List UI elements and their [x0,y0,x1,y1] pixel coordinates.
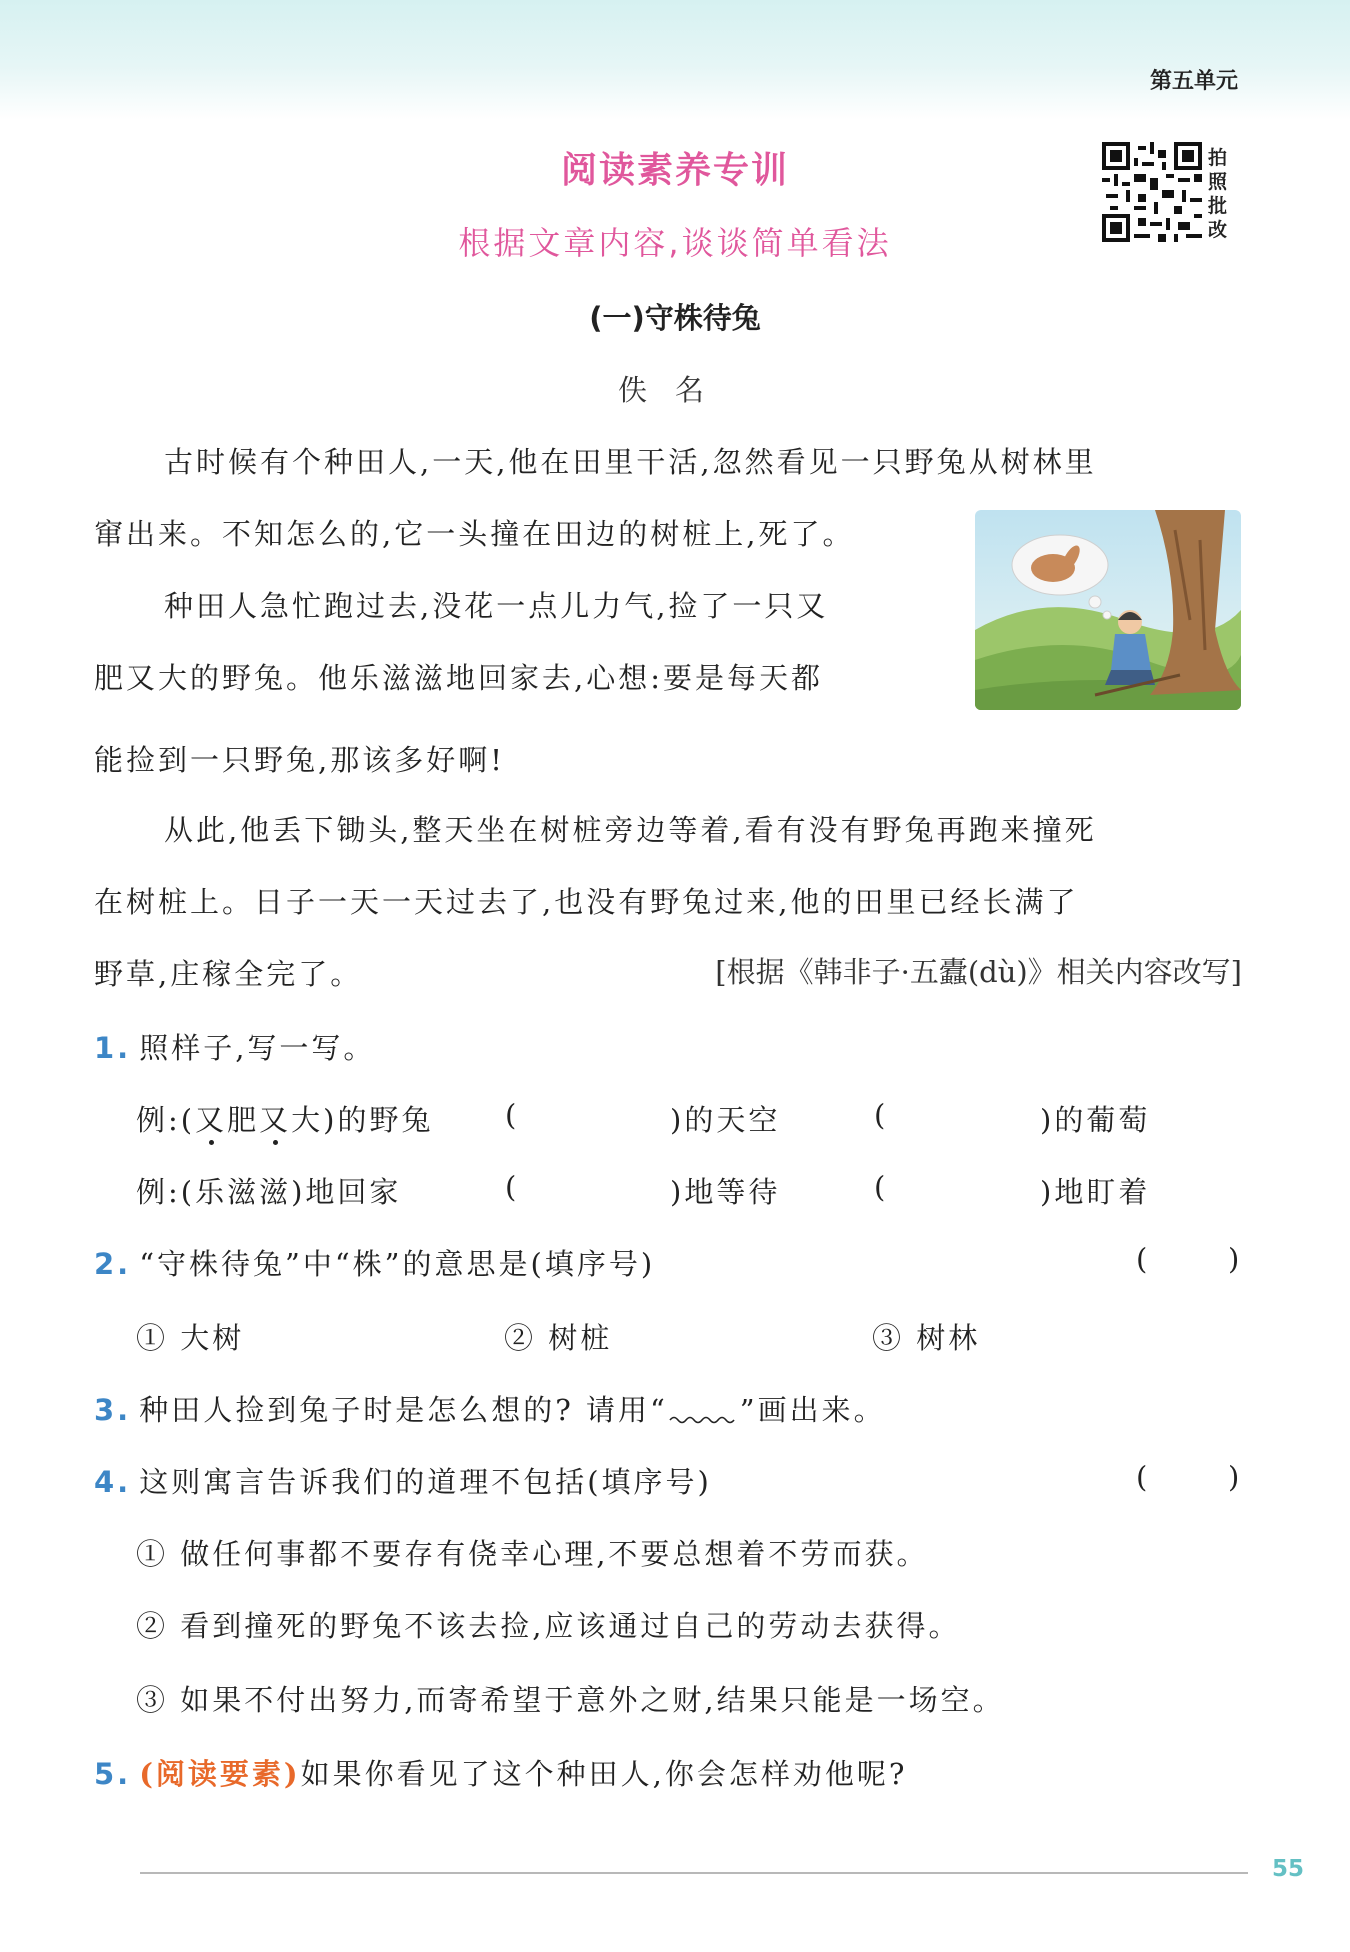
dotted-char: 又 [259,1103,292,1137]
page-title: 阅读素养专训 [560,150,789,191]
story-line: 种田人急忙跑过去,没花一点儿力气,捡了一只又 [164,589,829,623]
story-line: 野草,庄稼全完了。 [94,957,363,991]
q1-blank-close: )的天空 [670,1103,781,1137]
story-line: 古时候有个种田人,一天,他在田里干活,忽然看见一只野兔从树林里 [164,445,1097,479]
question-4 [94,1460,712,1501]
question-5 [94,1752,907,1793]
q1-example-row-2: 例:(乐滋滋)地回家 [136,1175,402,1209]
q1-example-row-1 [136,1098,433,1139]
question-number: 3. [94,1393,132,1427]
q1-blank-open[interactable]: ( [874,1170,889,1204]
story-source: [根据《韩非子·五蠹(dù)》相关内容改写] [715,955,1242,989]
qr-caption: 拍照批改 [1208,147,1228,241]
question-text-end: ”画出来。 [739,1393,886,1427]
example-end: 大)的野兔 [291,1103,434,1137]
question-text: “守株待兔”中“株”的意思是(填序号) [139,1247,656,1281]
reading-element-tag: (阅读要素) [139,1757,301,1791]
example-prefix: 例:( [136,1103,196,1137]
story-line: 在树桩上。日子一天一天过去了,也没有野兔过来,他的田里已经长满了 [94,885,1079,919]
question-number: 1. [94,1031,132,1065]
page-number: 55 [1272,1856,1305,1882]
q1-blank-close: )地盯着 [1040,1175,1151,1209]
question-text: 这则寓言告诉我们的道理不包括(填序号) [139,1465,712,1499]
q1-blank-open[interactable]: ( [505,1098,520,1132]
q1-blank-open[interactable]: ( [505,1170,520,1204]
wavy-underline-icon [668,1406,740,1426]
q1-blank-close: )地等待 [670,1175,781,1209]
story-author: 佚名 [617,373,732,407]
q1-blank-close: )的葡萄 [1040,1103,1151,1137]
option-item[interactable]: ① 做任何事都不要存有侥幸心理,不要总想着不劳而获。 [136,1537,929,1571]
header-band [0,0,1350,120]
answer-blank-open[interactable]: ( [1136,1460,1148,1494]
unit-label: 第五单元 [1149,69,1238,94]
question-1 [94,1026,375,1067]
story-line: 从此,他丢下锄头,整天坐在树桩旁边等着,看有没有野兔再跑来撞死 [164,813,1097,847]
option-item[interactable]: ③ 树林 [872,1321,981,1355]
answer-blank-close: ) [1228,1242,1240,1276]
answer-line[interactable] [140,1872,1248,1874]
question-text: 照样子,写一写。 [139,1031,376,1065]
option-item[interactable]: ② 树桩 [504,1321,613,1355]
example-char: 肥 [227,1103,260,1137]
question-number: 2. [94,1247,132,1281]
answer-blank-open[interactable]: ( [1136,1242,1148,1276]
story-line: 能捡到一只野兔,那该多好啊! [94,743,505,777]
qr-code-icon[interactable] [1102,142,1202,242]
question-text: 如果你看见了这个种田人,你会怎样劝他呢? [300,1757,908,1791]
story-line: 肥又大的野兔。他乐滋滋地回家去,心想:要是每天都 [94,661,823,695]
question-text: 种田人捡到兔子时是怎么想的? 请用“ [139,1393,668,1427]
option-item[interactable]: ③ 如果不付出努力,而寄希望于意外之财,结果只能是一场空。 [136,1683,1005,1717]
page-subtitle: 根据文章内容,谈谈简单看法 [458,224,892,262]
question-3 [94,1388,886,1429]
question-2 [94,1242,655,1283]
story-illustration [975,510,1241,710]
story-title: (一)守株待兔 [589,301,761,335]
answer-blank-close: ) [1228,1460,1240,1494]
question-number: 4. [94,1465,132,1499]
q1-blank-open[interactable]: ( [874,1098,889,1132]
dotted-char: 又 [195,1103,228,1137]
story-line: 窜出来。不知怎么的,它一头撞在田边的树桩上,死了。 [94,517,855,551]
option-item[interactable]: ① 大树 [136,1321,245,1355]
question-number: 5. [94,1757,132,1791]
option-item[interactable]: ② 看到撞死的野兔不该去捡,应该通过自己的劳动去获得。 [136,1609,961,1643]
